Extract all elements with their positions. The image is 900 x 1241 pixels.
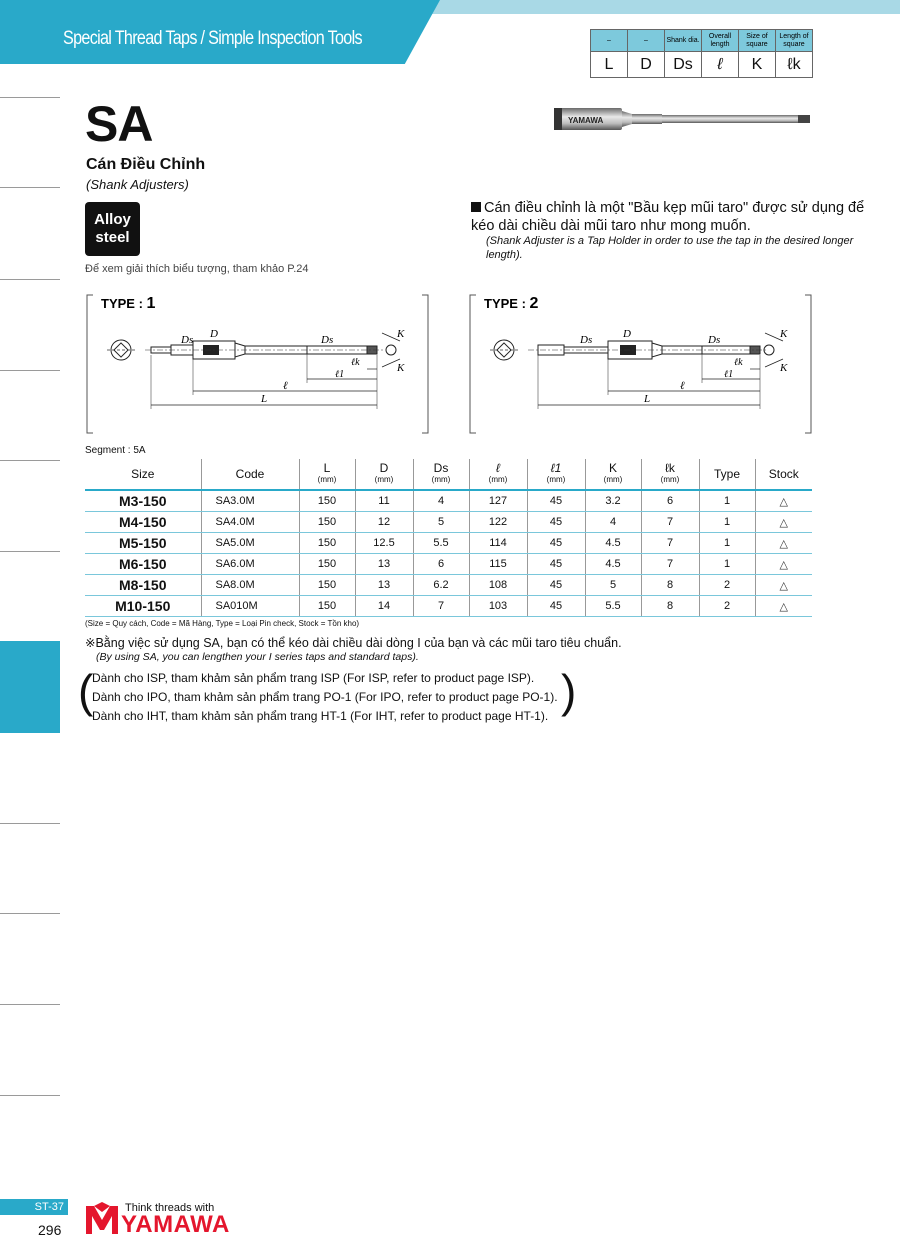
reference-item: Dành cho ISP, tham khảm sản phẩm trang ISP (For ISP, refer to product page ISP). — [92, 671, 535, 685]
table-cell: 150 — [299, 575, 355, 596]
table-cell: 45 — [527, 512, 585, 533]
legend-symbol: D — [628, 52, 665, 78]
table-cell: 45 — [527, 554, 585, 575]
legend-symbol: Ds — [665, 52, 702, 78]
bracket-right — [422, 295, 428, 433]
table-cell: 4.5 — [585, 533, 641, 554]
side-tick — [0, 97, 60, 98]
material-line: steel — [95, 229, 130, 246]
table-cell: 150 — [299, 596, 355, 617]
table-cell: 7 — [413, 596, 469, 617]
dim-ds-label: Ds — [708, 334, 721, 346]
cell-stock: △ — [755, 490, 812, 512]
photo-taper — [622, 111, 632, 127]
dim-ds-label: Ds — [580, 334, 593, 346]
table-cell: 4.5 — [585, 554, 641, 575]
table-cell: 108 — [469, 575, 527, 596]
product-code: SA — [85, 96, 153, 152]
cell-code: SA3.0M — [201, 490, 299, 512]
cell-stock: △ — [755, 533, 812, 554]
table-cell: 14 — [355, 596, 413, 617]
cell-size: M8-150 — [85, 575, 201, 596]
diagram-type-1 — [85, 293, 430, 435]
col-header: K (mm) — [585, 459, 641, 490]
table-row — [85, 554, 812, 575]
table-legend-note: (Size = Quy cách, Code = Mã Hàng, Type = Loại Pin check, Stock = Tồn kho) — [85, 619, 360, 628]
table-cell: 6 — [641, 490, 699, 512]
table-cell: 1 — [699, 533, 755, 554]
brand-name: YAMAWA — [121, 1211, 230, 1238]
spec-table-body — [85, 490, 812, 617]
bullet-square-icon — [471, 202, 481, 212]
table-cell: 1 — [699, 512, 755, 533]
table-cell: 4 — [585, 512, 641, 533]
table-cell: 4 — [413, 490, 469, 512]
dim-l1-label: ℓ1 — [335, 369, 345, 380]
cell-code: SA8.0M — [201, 575, 299, 596]
bracket-left — [87, 295, 93, 433]
side-tab-active — [0, 641, 60, 733]
dim-k-label: K — [780, 362, 788, 374]
reference-item: Dành cho IPO, tham khảm sản phẩm trang PO-1 (For IPO, refer to product page PO-1). — [92, 690, 558, 704]
table-cell: 45 — [527, 533, 585, 554]
table-cell: 150 — [299, 512, 355, 533]
table-cell: 7 — [641, 512, 699, 533]
side-tick — [0, 1095, 60, 1096]
description-vn — [471, 199, 871, 235]
table-cell: 115 — [469, 554, 527, 575]
col-header: Type — [699, 459, 755, 490]
table-cell: 2 — [699, 596, 755, 617]
type-1-label: TYPE : 1 — [101, 295, 156, 312]
table-cell: 7 — [641, 533, 699, 554]
cell-stock: △ — [755, 554, 812, 575]
material-badge — [85, 202, 140, 256]
product-photo — [548, 104, 813, 134]
end-view-small — [386, 345, 396, 355]
table-row — [85, 596, 812, 617]
symbol-legend — [590, 29, 813, 78]
section-title: Special Thread Taps / Simple Inspection Tools — [63, 28, 362, 49]
end-view-square — [497, 343, 511, 357]
table-cell: 13 — [355, 554, 413, 575]
table-cell: 1 — [699, 554, 755, 575]
table-cell: 3.2 — [585, 490, 641, 512]
table-row — [85, 575, 812, 596]
table-cell: 114 — [469, 533, 527, 554]
col-header: Ds (mm) — [413, 459, 469, 490]
cell-stock: △ — [755, 575, 812, 596]
spec-table — [85, 459, 812, 617]
side-tick — [0, 279, 60, 280]
table-cell: 150 — [299, 490, 355, 512]
dim-k-label: K — [397, 362, 405, 374]
dim-l-label: ℓ — [680, 380, 685, 392]
cell-size: M5-150 — [85, 533, 201, 554]
table-cell: 5 — [413, 512, 469, 533]
table-cell: 150 — [299, 554, 355, 575]
page-number: 296 — [38, 1222, 62, 1238]
cell-code: SA5.0M — [201, 533, 299, 554]
side-tick — [0, 1004, 60, 1005]
col-header: D (mm) — [355, 459, 413, 490]
table-cell: 1 — [699, 490, 755, 512]
dim-ds-label: Ds — [321, 334, 334, 346]
col-header: L (mm) — [299, 459, 355, 490]
col-header: ℓ (mm) — [469, 459, 527, 490]
col-header: Code — [201, 459, 299, 490]
table-row — [85, 512, 812, 533]
legend-symbol: ℓk — [776, 52, 813, 78]
col-header: ℓk (mm) — [641, 459, 699, 490]
dim-k-label: K — [780, 328, 788, 340]
dim-d-label: D — [623, 328, 631, 340]
dim-lk-label: ℓk — [351, 357, 360, 368]
usage-note-en: (By using SA, you can lengthen your I series taps and standard taps). — [96, 651, 419, 663]
cell-stock: △ — [755, 596, 812, 617]
side-tick — [0, 823, 60, 824]
side-tick — [0, 551, 60, 552]
description-vn-text: Cán điều chỉnh là một "Bầu kẹp mũi taro" được sử dụng để kéo dài chiều dài mũi taro như mong muốn. — [471, 200, 865, 234]
side-tick — [0, 187, 60, 188]
cell-code: SA010M — [201, 596, 299, 617]
side-tick — [0, 913, 60, 914]
dim-L-label: L — [644, 393, 651, 405]
dim-l1-label: ℓ1 — [724, 369, 734, 380]
cell-stock: △ — [755, 512, 812, 533]
table-cell: 45 — [527, 575, 585, 596]
table-cell: 12.5 — [355, 533, 413, 554]
icon-reference: Để xem giải thích biểu tượng, tham khảo P.24 — [85, 263, 309, 275]
legend-top-cell: – — [591, 30, 628, 52]
brand-tagline: Think threads with — [125, 1202, 215, 1214]
legend-top-cell: – — [628, 30, 665, 52]
table-cell: 11 — [355, 490, 413, 512]
end-view-square — [114, 343, 128, 357]
table-cell: 122 — [469, 512, 527, 533]
bracket-right — [805, 295, 811, 433]
side-tick — [0, 370, 60, 371]
bracket-left — [470, 295, 476, 433]
table-cell: 5.5 — [585, 596, 641, 617]
table-cell: 5.5 — [413, 533, 469, 554]
table-cell: 12 — [355, 512, 413, 533]
photo-square — [798, 115, 810, 123]
paren-left: ( — [78, 665, 94, 717]
table-cell: 5 — [585, 575, 641, 596]
photo-brand: YAMAWA — [568, 116, 604, 125]
legend-symbol: L — [591, 52, 628, 78]
side-tick — [0, 460, 60, 461]
page-code-badge: ST-37 — [0, 1199, 68, 1215]
legend-top-cell: Size of square — [739, 30, 776, 52]
paren-right: ) — [561, 665, 577, 717]
cell-size: M6-150 — [85, 554, 201, 575]
legend-top-cell: Overall length — [702, 30, 739, 52]
dim-l-label: ℓ — [283, 380, 288, 392]
product-title-en: (Shank Adjusters) — [86, 177, 189, 192]
dim-lk-label: ℓk — [734, 357, 743, 368]
table-row — [85, 490, 812, 512]
table-cell: 45 — [527, 490, 585, 512]
reference-item: Dành cho IHT, tham khảm sản phẩm trang HT-1 (For IHT, refer to product page HT-1). — [92, 709, 549, 723]
col-header: ℓ1 (mm) — [527, 459, 585, 490]
description-en: (Shank Adjuster is a Tap Holder in order to use the tap in the desired longer length). — [486, 235, 854, 261]
table-header-row — [85, 459, 812, 490]
usage-note-vn: ※Bằng việc sử dụng SA, bạn có thể kéo dài chiều dài dòng I của bạn và các mũi taro tiêu chuẩn. — [85, 636, 622, 650]
table-cell: 6 — [413, 554, 469, 575]
diagram-type-2 — [468, 293, 813, 435]
segment-label: Segment : 5A — [85, 445, 146, 456]
legend-top-cell: Length of square — [776, 30, 813, 52]
table-cell: 7 — [641, 554, 699, 575]
cell-size: M4-150 — [85, 512, 201, 533]
dim-L-label: L — [261, 393, 268, 405]
col-header: Size — [131, 467, 155, 481]
table-cell: 8 — [641, 575, 699, 596]
cell-size: M10-150 — [85, 596, 201, 617]
table-cell: 103 — [469, 596, 527, 617]
yamawa-logo-icon — [84, 1202, 120, 1236]
table-cell: 8 — [641, 596, 699, 617]
legend-symbol: ℓ — [702, 52, 739, 78]
photo-holder-end — [554, 108, 562, 130]
table-cell: 127 — [469, 490, 527, 512]
type-2-label: TYPE : 2 — [484, 295, 539, 312]
photo-shank — [662, 115, 798, 123]
photo-neck — [632, 114, 662, 124]
dim-ds-label: Ds — [181, 334, 194, 346]
product-title-vn: Cán Điều Chỉnh — [86, 156, 206, 173]
cell-code: SA6.0M — [201, 554, 299, 575]
dim-k-label: K — [397, 328, 405, 340]
table-row — [85, 533, 812, 554]
legend-symbol: K — [739, 52, 776, 78]
cell-code: SA4.0M — [201, 512, 299, 533]
col-header: Stock — [755, 459, 812, 490]
table-cell: 13 — [355, 575, 413, 596]
reference-list — [92, 669, 558, 726]
dim-d-label: D — [210, 328, 218, 340]
table-cell: 2 — [699, 575, 755, 596]
legend-top-cell: Shank dia. — [665, 30, 702, 52]
table-cell: 150 — [299, 533, 355, 554]
table-cell: 45 — [527, 596, 585, 617]
material-line: Alloy — [94, 211, 131, 228]
table-cell: 6.2 — [413, 575, 469, 596]
cell-size: M3-150 — [85, 490, 201, 512]
